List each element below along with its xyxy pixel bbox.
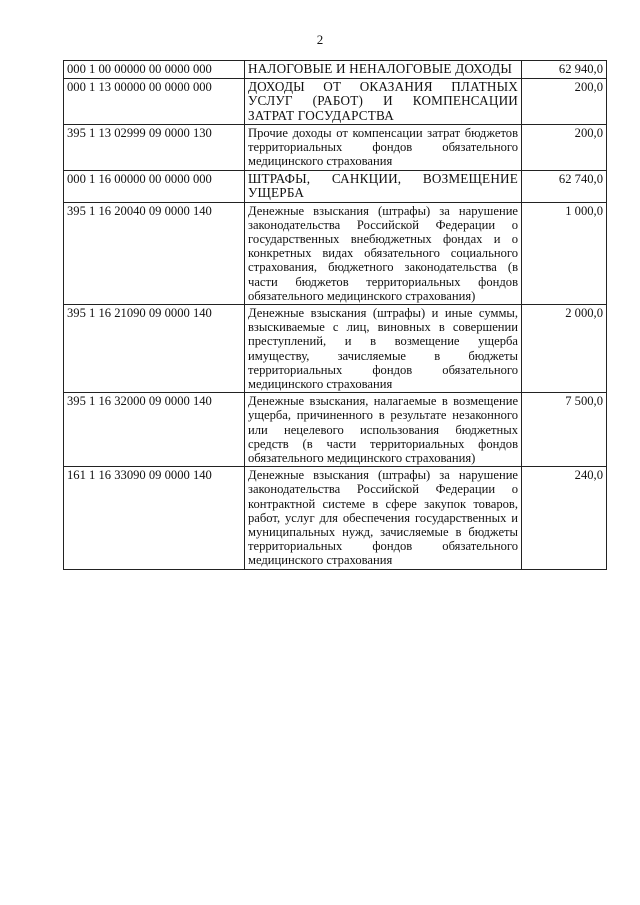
budget-code-cell: 395 1 16 32000 09 0000 140 [64, 393, 245, 467]
revenue-name-cell: ШТРАФЫ, САНКЦИИ, ВОЗМЕЩЕНИЕ УЩЕРБА [244, 170, 521, 202]
table-row [64, 202, 607, 304]
table-row [64, 467, 607, 569]
revenue-name-cell: ДОХОДЫ ОТ ОКАЗАНИЯ ПЛАТНЫХ УСЛУГ (РАБОТ) И КОМПЕНСАЦИИ ЗАТРАТ ГОСУДАРСТВА [244, 78, 521, 125]
table-row [64, 61, 607, 79]
amount-cell: 200,0 [522, 78, 607, 125]
amount-cell: 62 940,0 [522, 61, 607, 79]
amount-cell: 1 000,0 [522, 202, 607, 304]
table-row [64, 125, 607, 171]
page-number: 2 [316, 32, 324, 47]
revenue-name-cell: НАЛОГОВЫЕ И НЕНАЛОГОВЫЕ ДОХОДЫ [244, 61, 521, 79]
budget-code-cell: 000 1 13 00000 00 0000 000 [64, 78, 245, 125]
budget-code-cell: 395 1 13 02999 09 0000 130 [64, 125, 245, 171]
budget-code-cell: 000 1 16 00000 00 0000 000 [64, 170, 245, 202]
revenue-name-cell: Денежные взыскания, налагаемые в возмещение ущерба, причиненного в результате незаконного или нецелевого использования бюджетных средств (в части территориальных фондов обязательного медицинского страхования) [244, 393, 521, 467]
amount-cell: 200,0 [522, 125, 607, 171]
revenue-name-cell: Денежные взыскания (штрафы) и иные суммы, взыскиваемые с лиц, виновных в совершении преступлений, и в возмещение ущерба имуществу, зачисляемые в бюджеты территориальных фондов обязательного медицинского страхования [244, 305, 521, 393]
budget-code-cell: 000 1 00 00000 00 0000 000 [64, 61, 245, 79]
amount-cell: 240,0 [522, 467, 607, 569]
table-row [64, 393, 607, 467]
amount-cell: 2 000,0 [522, 305, 607, 393]
amount-cell: 7 500,0 [522, 393, 607, 467]
revenue-name-cell: Денежные взыскания (штрафы) за нарушение законодательства Российской Федерации о государственных внебюджетных фондах и о конкретных видах обязательного социального страхования, бюджетного законодательства (в части бюджетов территориальных фондов обязательного медицинского страхования) [244, 202, 521, 304]
table-row [64, 78, 607, 125]
budget-code-cell: 161 1 16 33090 09 0000 140 [64, 467, 245, 569]
table-row [64, 170, 607, 202]
revenue-name-cell: Прочие доходы от компенсации затрат бюджетов территориальных фондов обязательного медицинского страхования [244, 125, 521, 171]
revenue-name-cell: Денежные взыскания (штрафы) за нарушение законодательства Российской Федерации о контрактной системе в сфере закупок товаров, работ, услуг для обеспечения государственных и муниципальных нужд, зачисляемые в бюджеты территориальных фондов обязательного медицинского страхования [244, 467, 521, 569]
budget-code-cell: 395 1 16 21090 09 0000 140 [64, 305, 245, 393]
amount-cell: 62 740,0 [522, 170, 607, 202]
revenue-table [63, 60, 607, 570]
table-row [64, 305, 607, 393]
budget-code-cell: 395 1 16 20040 09 0000 140 [64, 202, 245, 304]
